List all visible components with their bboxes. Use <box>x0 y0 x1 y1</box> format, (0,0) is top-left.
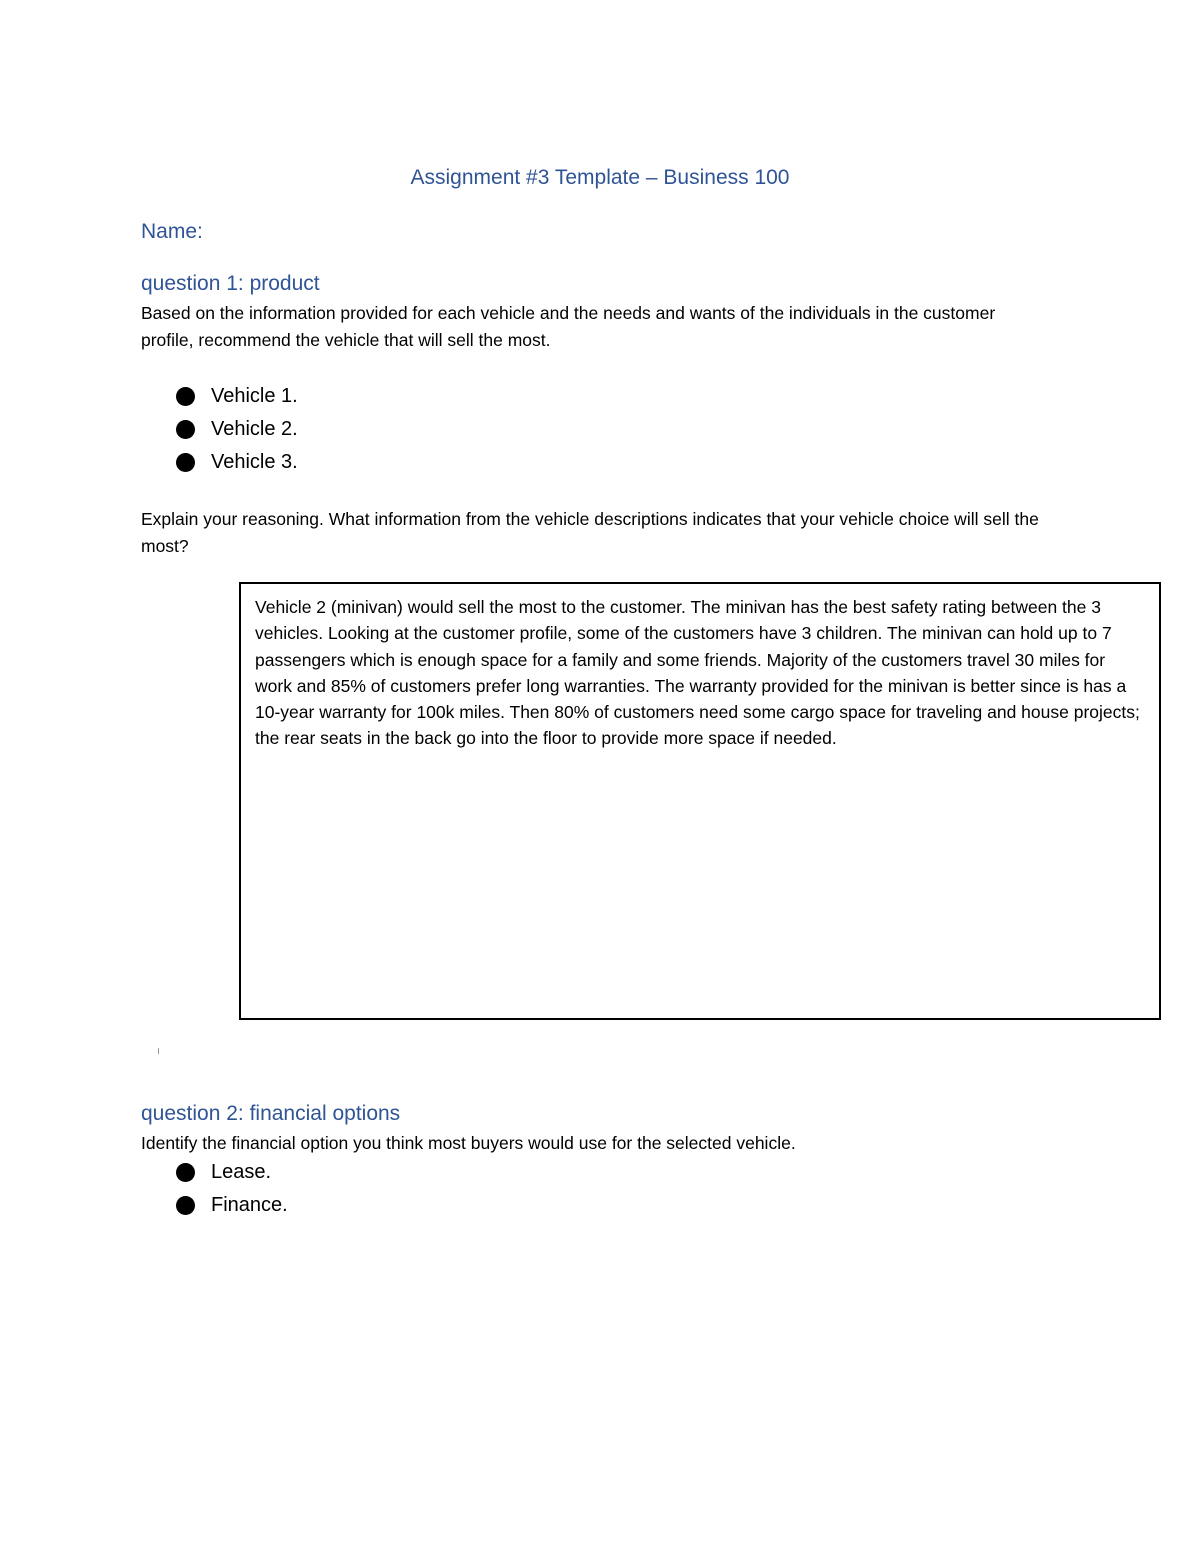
bullet-icon <box>176 453 195 472</box>
vehicle-option-2 <box>176 413 298 446</box>
option-label: Vehicle 2. <box>211 418 298 440</box>
bullet-icon <box>176 1196 195 1215</box>
financial-option-lease <box>176 1156 288 1189</box>
option-label: Vehicle 3. <box>211 451 298 473</box>
name-label: Name: <box>141 220 203 243</box>
answer-text: Vehicle 2 (minivan) would sell the most to the customer. The minivan has the best safety rating between the 3 vehicles. Looking at the customer profile, some of the customers have 3 children. The minivan can hold up to 7 passengers which is enough space for a family and some friends. Majority of the customers travel 30 miles for work and 85% of customers prefer long warranties. The warranty provided for the minivan is better since is has a 10-year warranty for 100k miles. Then 80% of customers need some cargo space for traveling and house projects; the rear seats in the back go into the floor to provide more space if needed. <box>255 597 1140 749</box>
question-1-prompt: Based on the information provided for each vehicle and the needs and wants of the individuals in the customer profile, recommend the vehicle that will sell the most. <box>141 303 996 350</box>
explain-reasoning-prompt: Explain your reasoning. What information from the vehicle descriptions indicates that your vehicle choice will sell the most? <box>141 509 1039 556</box>
answer-text-box[interactable] <box>239 582 1161 1020</box>
stray-mark <box>158 1048 159 1054</box>
vehicle-option-3 <box>176 446 298 479</box>
option-label: Lease. <box>211 1161 272 1183</box>
financial-option-finance <box>176 1189 288 1222</box>
bullet-icon <box>176 1163 195 1182</box>
vehicle-option-1 <box>176 380 298 413</box>
document-title: Assignment #3 Template – Business 100 <box>410 166 790 189</box>
bullet-icon <box>176 387 195 406</box>
question-1-heading: question 1: product <box>141 272 320 295</box>
question-2-heading: question 2: financial options <box>141 1102 401 1125</box>
financial-options-list <box>176 1156 288 1222</box>
option-label: Vehicle 1. <box>211 385 298 407</box>
option-label: Finance. <box>211 1194 288 1216</box>
question-2-prompt: Identify the financial option you think most buyers would use for the selected vehicle. <box>141 1133 796 1153</box>
vehicle-options-list <box>176 380 298 479</box>
bullet-icon <box>176 420 195 439</box>
